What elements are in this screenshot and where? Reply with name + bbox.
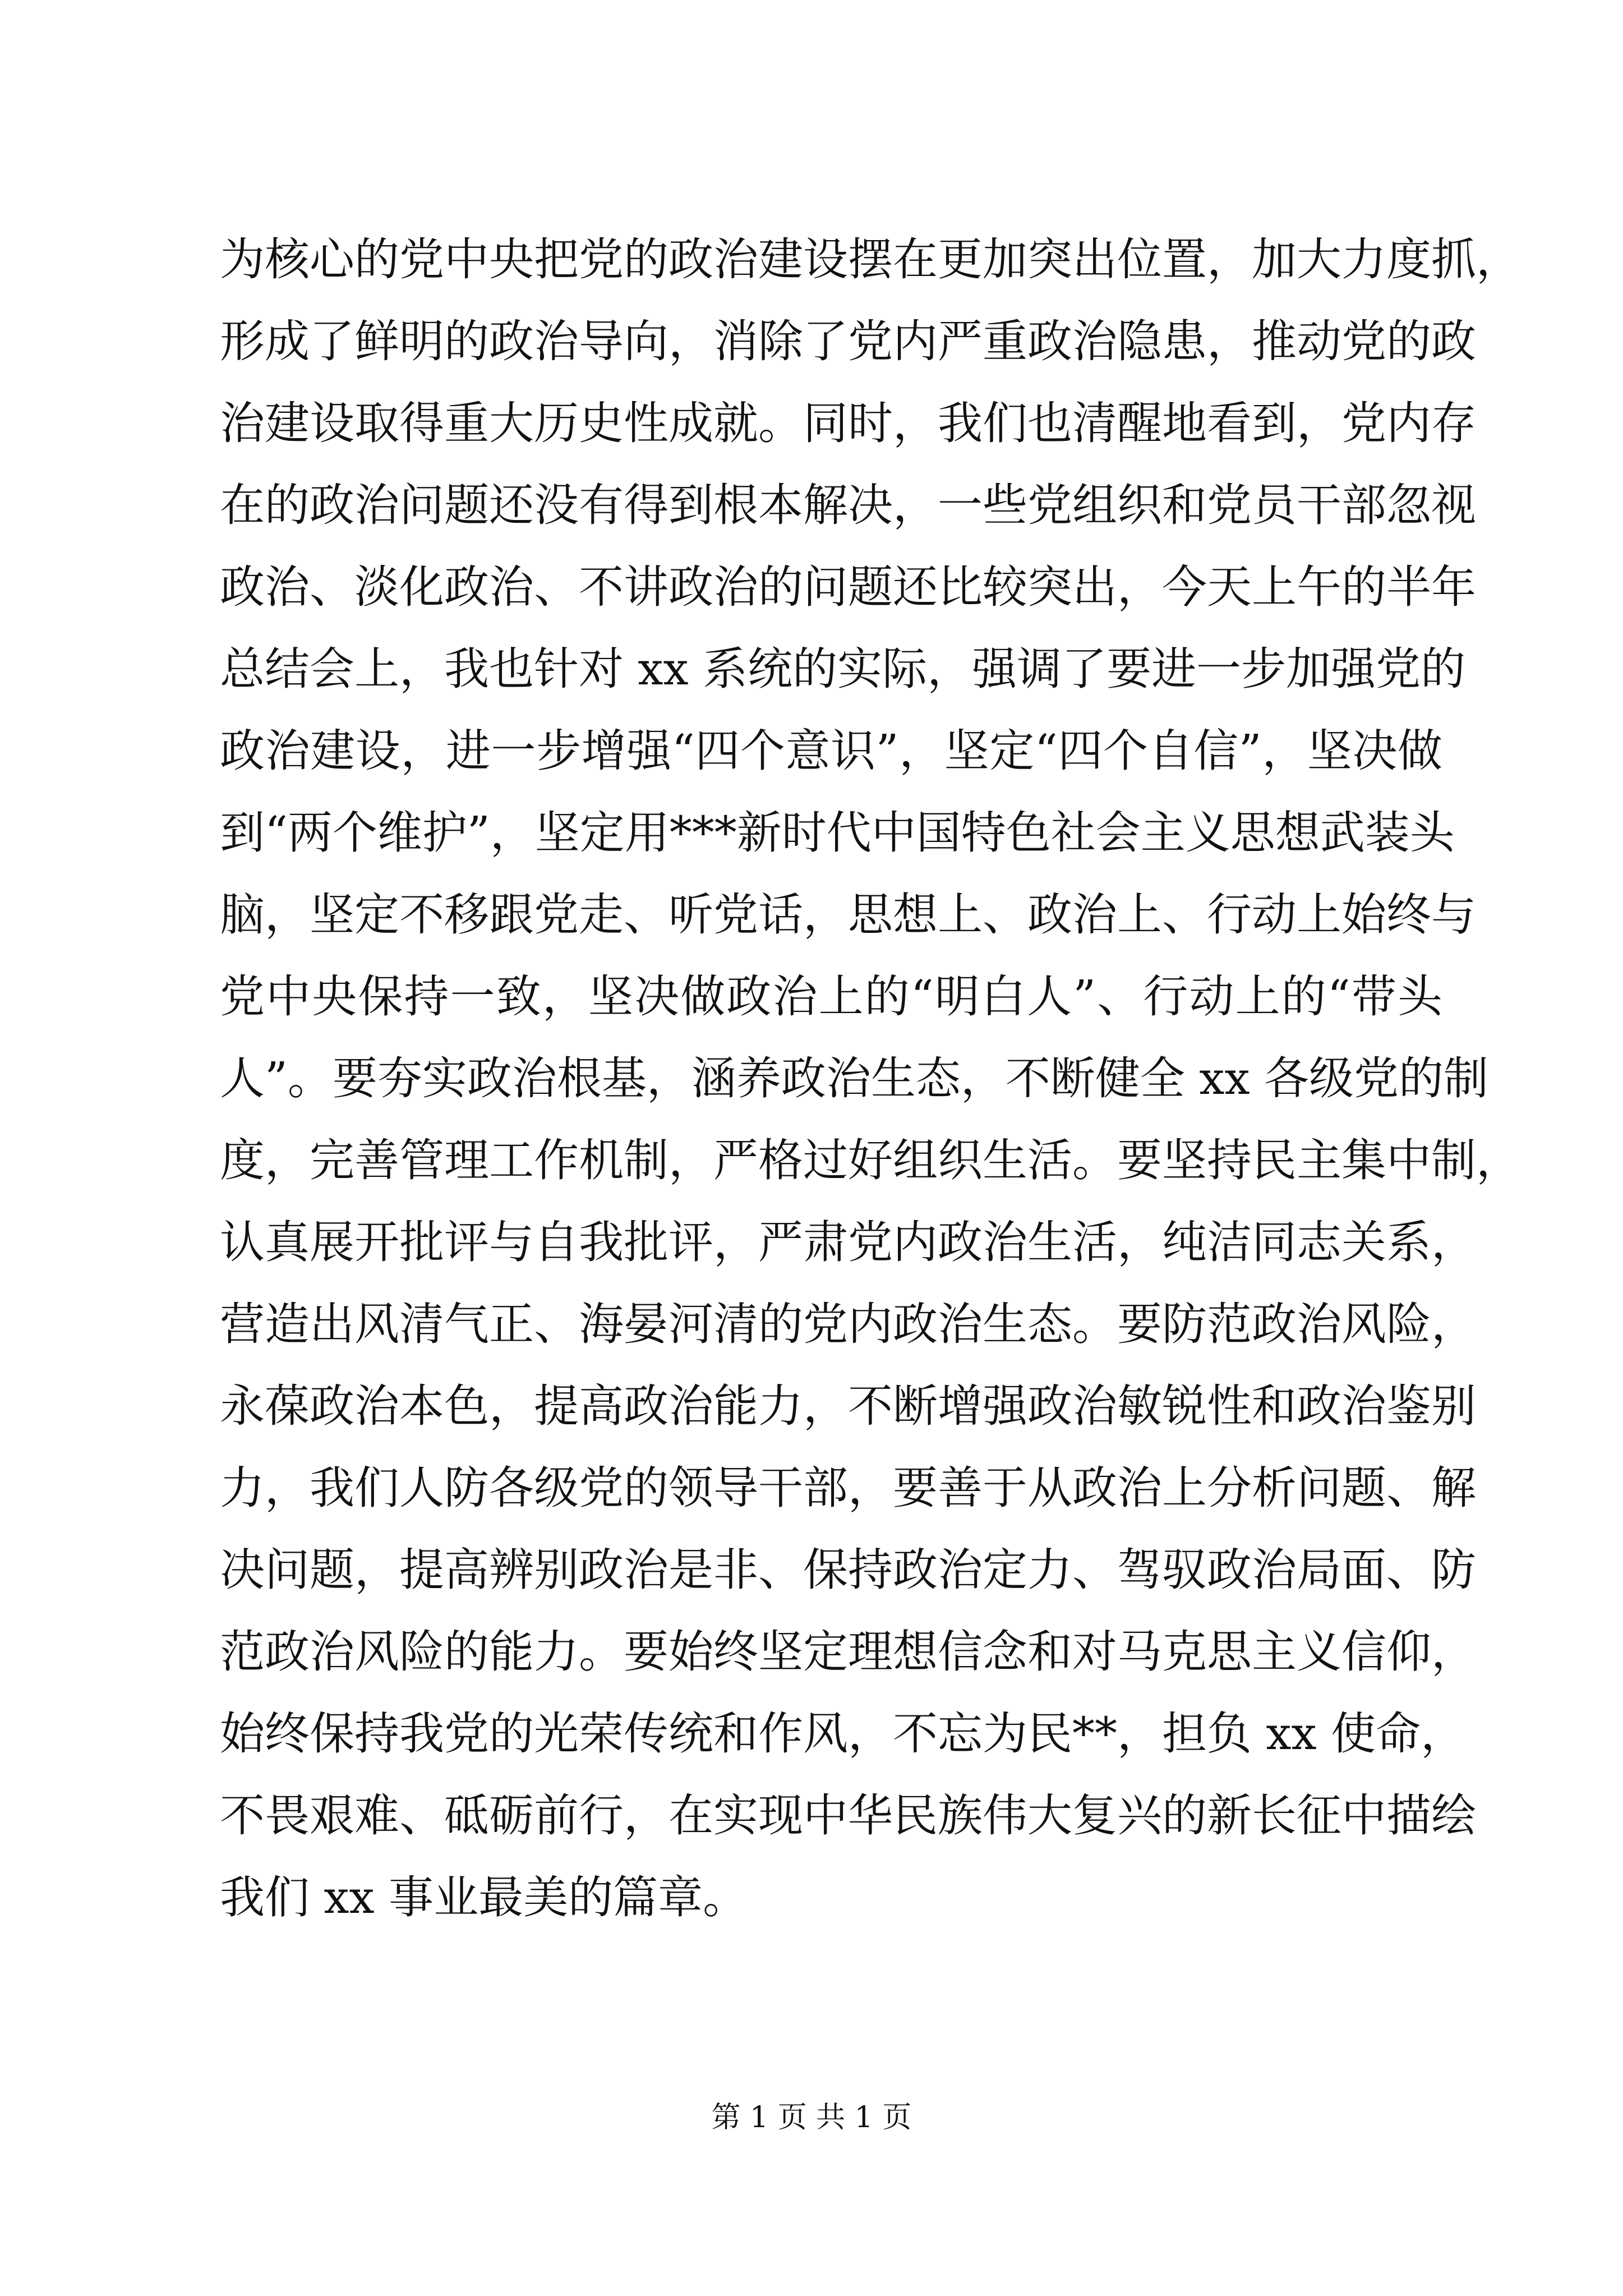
text-line: 度，完善管理工作机制，严格过好组织生活。要坚持民主集中制， [220, 1134, 1521, 1186]
text-line: 形成了鲜明的政治导向，消除了党内严重政治隐患，推动党的政 [220, 315, 1476, 367]
text-line: 脑，坚定不移跟党走、听党话，思想上、政治上、行动上始终与 [220, 889, 1476, 941]
text-line: 政治建设，进一步增强“四个意识”，坚定“四个自信”，坚决做 [220, 725, 1442, 777]
text-line: 为核心的党中央把党的政治建设摆在更加突出位置，加大力度抓， [220, 233, 1521, 286]
text-line: 在的政治问题还没有得到根本解决，一些党组织和党员干部忽视 [220, 479, 1476, 531]
text-line: 到“两个维护”，坚定用***新时代中国特色社会主义思想武装头 [220, 807, 1455, 859]
text-line: 不畏艰难、砥砺前行，在实现中华民族伟大复兴的新长征中描绘 [220, 1789, 1476, 1842]
text-line: 始终保持我党的光荣传统和作风，不忘为民**，担负 xx 使命， [220, 1708, 1466, 1760]
text-line: 人”。要夯实政治根基，涵养政治生态，不断健全 xx 各级党的制 [220, 1052, 1488, 1105]
text-line: 总结会上，我也针对 xx 系统的实际，强调了要进一步加强党的 [220, 643, 1466, 695]
text-line: 党中央保持一致，坚决做政治上的“明白人”、行动上的“带头 [220, 970, 1442, 1023]
text-line: 认真展开批评与自我批评，严肃党内政治生活，纯洁同志关系， [220, 1216, 1476, 1268]
text-line: 营造出风清气正、海晏河清的党内政治生态。要防范政治风险， [220, 1298, 1476, 1350]
body-paragraph [220, 219, 1521, 1939]
text-line: 力，我们人防各级党的领导干部，要善于从政治上分析问题、解 [220, 1462, 1476, 1514]
text-line: 永葆政治本色，提高政治能力，不断增强政治敏锐性和政治鉴别 [220, 1380, 1476, 1432]
text-line: 我们 xx 事业最美的篇章。 [220, 1871, 748, 1924]
text-line: 决问题，提高辨别政治是非、保持政治定力、驾驭政治局面、防 [220, 1544, 1476, 1596]
text-line: 政治、淡化政治、不讲政治的问题还比较突出，今天上午的半年 [220, 561, 1476, 613]
text-line: 治建设取得重大历史性成就。同时，我们也清醒地看到，党内存 [220, 397, 1476, 449]
text-line: 范政治风险的能力。要始终坚定理想信念和对马克思主义信仰， [220, 1626, 1476, 1678]
page-number-footer: 第 1 页 共 1 页 [711, 2101, 912, 2134]
